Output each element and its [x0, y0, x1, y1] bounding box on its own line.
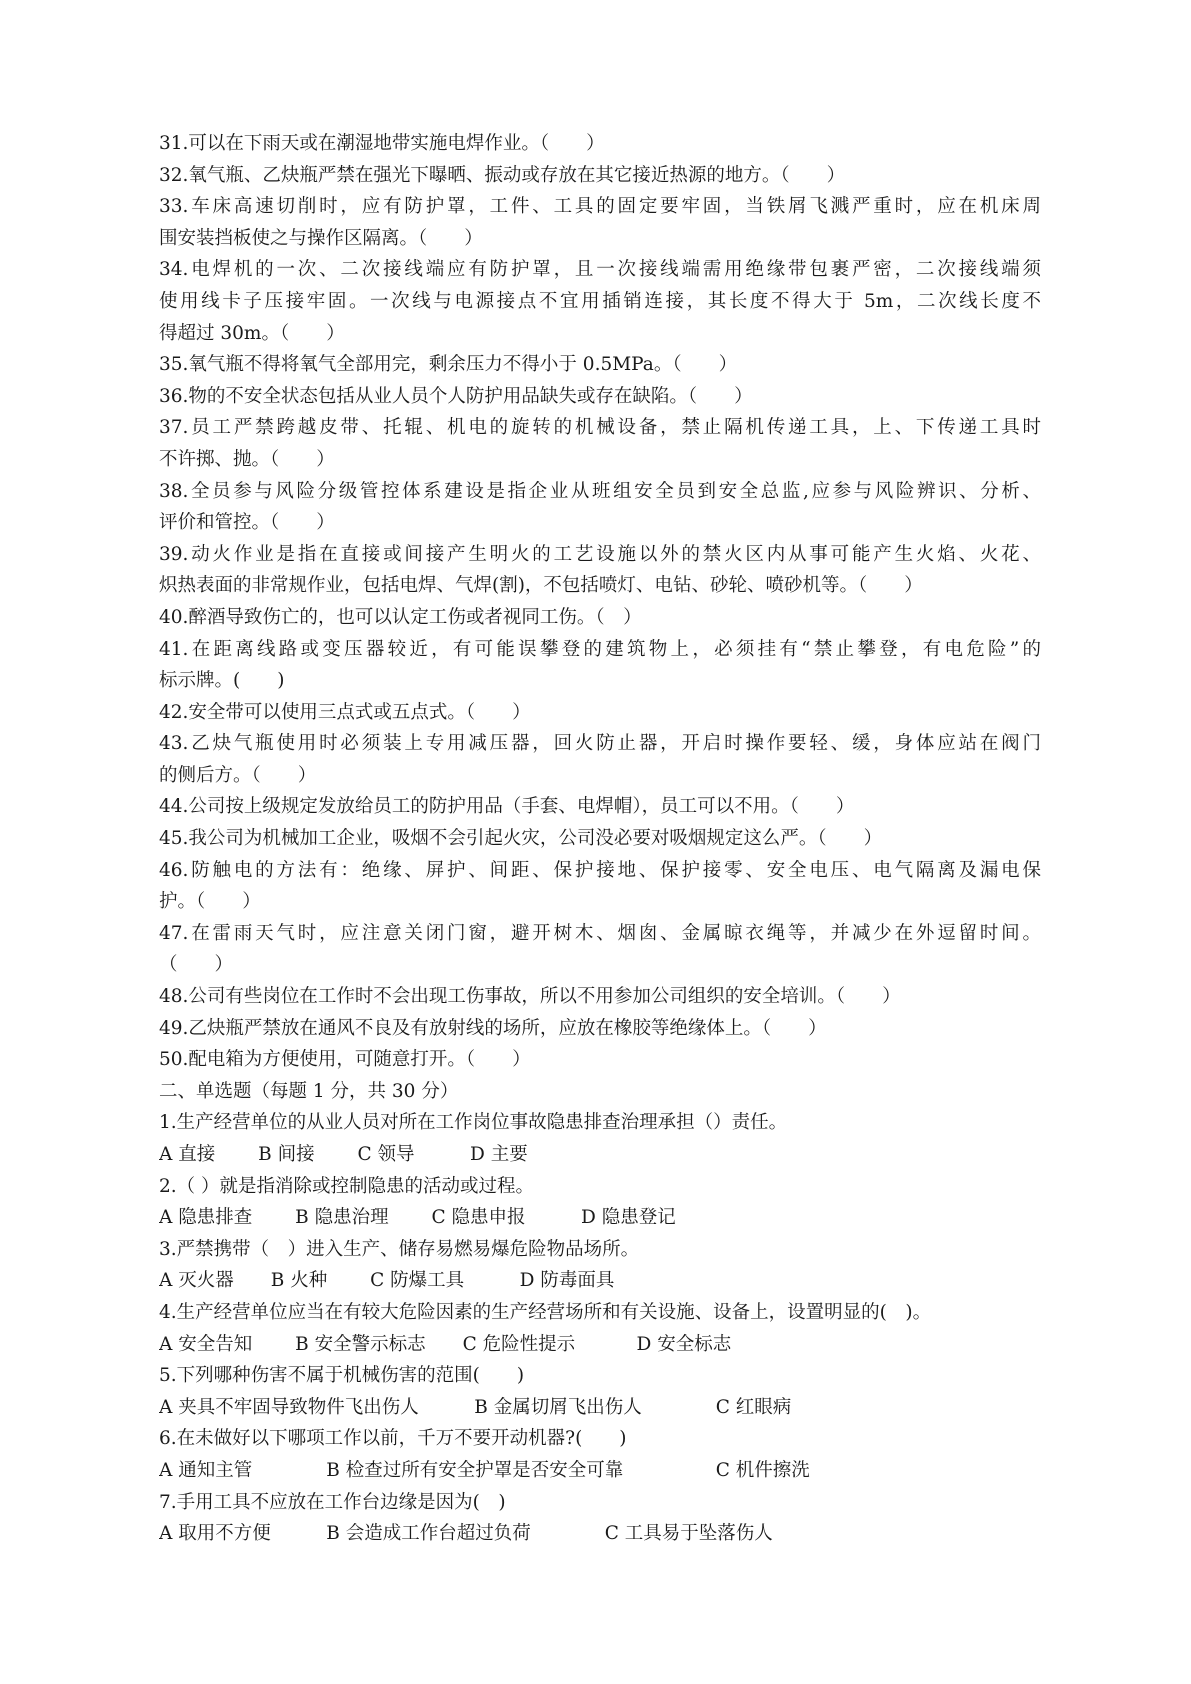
q36-line-1: 36.物的不安全状态包括从业人员个人防护用品缺失或存在缺陷。（ ）: [159, 385, 753, 407]
q43-line-1: 43.乙炔气瓶使用时必须装上专用减压器，回火防止器，开启时操作要轻、缓，身体应站在阀门: [159, 733, 1041, 755]
mc3-options: A 灭火器 B 火种 C 防爆工具 D 防毒面具: [159, 1270, 615, 1292]
q32-line-1: 32.氧气瓶、乙炔瓶严禁在强光下曝晒、振动或存放在其它接近热源的地方。（ ）: [159, 164, 846, 186]
mc4-question: 4.生产经营单位应当在有较大危险因素的生产经营场所和有关设施、设备上，设置明显的( )。: [159, 1301, 932, 1323]
q37-line-1: 37.员工严禁跨越皮带、托辊、机电的旋转的机械设备，禁止隔机传递工具，上、下传递工具时: [159, 417, 1041, 439]
mc2-options: A 隐患排查 B 隐患治理 C 隐患申报 D 隐患登记: [159, 1207, 676, 1229]
q47-line-2: （ ）: [159, 954, 234, 976]
mc7-options: A 取用不方便 B 会造成工作台超过负荷 C 工具易于坠落伤人: [159, 1523, 773, 1545]
q39-line-1: 39.动火作业是指在直接或间接产生明火的工艺设施以外的禁火区内从事可能产生火焰、火花、: [159, 543, 1041, 565]
q46-line-1: 46.防触电的方法有：绝缘、屏护、间距、保护接地、保护接零、安全电压、电气隔离及漏电保: [159, 859, 1041, 881]
mc3-question: 3.严禁携带（ ）进入生产、储存易燃易爆危险物品场所。: [159, 1238, 640, 1260]
q42-line-1: 42.安全带可以使用三点式或五点式。（ ）: [159, 701, 531, 723]
q41-line-1: 41.在距离线路或变压器较近，有可能误攀登的建筑物上，必须挂有“禁止攀登，有电危险”的: [159, 638, 1041, 660]
q34-line-1: 34.电焊机的一次、二次接线端应有防护罩，且一次接线端需用绝缘带包裹严密，二次接线端须: [159, 259, 1041, 281]
q39-line-2: 炽热表面的非常规作业，包括电焊、气焊(割)，不包括喷灯、电钻、砂轮、喷砂机等。（ ）: [159, 575, 923, 597]
q38-line-1: 38.全员参与风险分级管控体系建设是指企业从班组安全员到安全总监,应参与风险辨识、分析、: [159, 480, 1041, 502]
mc5-question: 5.下列哪种伤害不属于机械伤害的范围( ): [159, 1365, 525, 1387]
q46-line-2: 护。（ ）: [159, 891, 261, 913]
mc6-question: 6.在未做好以下哪项工作以前，千万不要开动机器?( ): [159, 1428, 627, 1450]
mc1-options: A 直接 B 间接 C 领导 D 主要: [159, 1144, 528, 1165]
mc1-question: 1.生产经营单位的从业人员对所在工作岗位事故隐患排查治理承担（）责任。: [159, 1112, 788, 1134]
mc4-options: A 安全告知 B 安全警示标志 C 危险性提示 D 安全标志: [159, 1333, 732, 1355]
q47-line-1: 47.在雷雨天气时，应注意关闭门窗，避开树木、烟囱、金属晾衣绳等，并减少在外逗留时间。: [159, 922, 1041, 944]
q35-line-1: 35.氧气瓶不得将氧气全部用完，剩余压力不得小于 0.5MPa。（ ）: [159, 354, 738, 376]
mc5-options: A 夹具不牢固导致物件飞出伤人 B 金属切屑飞出伤人 C 红眼病: [159, 1396, 792, 1418]
q41-line-2: 标示牌。( ): [159, 670, 285, 692]
q33-line-1: 33.车床高速切削时，应有防护罩，工件、工具的固定要牢固，当铁屑飞溅严重时，应在机床周: [159, 196, 1041, 218]
mc7-question: 7.手用工具不应放在工作台边缘是因为( ): [159, 1491, 506, 1513]
q50-line-1: 50.配电箱为方便使用，可随意打开。（ ）: [159, 1049, 531, 1071]
q49-line-1: 49.乙炔瓶严禁放在通风不良及有放射线的场所，应放在橡胶等绝缘体上。（ ）: [159, 1017, 827, 1039]
q33-line-2: 围安装挡板使之与操作区隔离。（ ）: [159, 227, 483, 249]
q45-line-1: 45.我公司为机械加工企业，吸烟不会引起火灾，公司没必要对吸烟规定这么严。（ ）: [159, 828, 883, 850]
mc2-question: 2.（ ）就是指消除或控制隐患的活动或过程。: [159, 1175, 535, 1197]
q38-line-2: 评价和管控。（ ）: [159, 512, 335, 534]
mc6-options: A 通知主管 B 检查过所有安全护罩是否安全可靠 C 机件擦洗: [159, 1459, 810, 1481]
q44-line-1: 44.公司按上级规定发放给员工的防护用品（手套、电焊帽），员工可以不用。（ ）: [159, 796, 855, 818]
q34-line-3: 得超过 30m。（ ）: [159, 322, 345, 344]
section-heading-single-choice: 二、单选题（每题 1 分，共 30 分）: [159, 1080, 459, 1102]
q43-line-2: 的侧后方。（ ）: [159, 764, 317, 786]
q31-line-1: 31.可以在下雨天或在潮湿地带实施电焊作业。（ ）: [159, 133, 605, 154]
q48-line-1: 48.公司有些岗位在工作时不会出现工伤事故，所以不用参加公司组织的安全培训。（ ）: [159, 986, 901, 1008]
q37-line-2: 不许掷、抛。（ ）: [159, 448, 335, 470]
q34-line-2: 使用线卡子压接牢固。一次线与电源接点不宜用插销连接，其长度不得大于 5m，二次线长度不: [159, 290, 1041, 312]
q40-line-1: 40.醉酒导致伤亡的，也可以认定工伤或者视同工伤。（ ）: [159, 606, 642, 628]
